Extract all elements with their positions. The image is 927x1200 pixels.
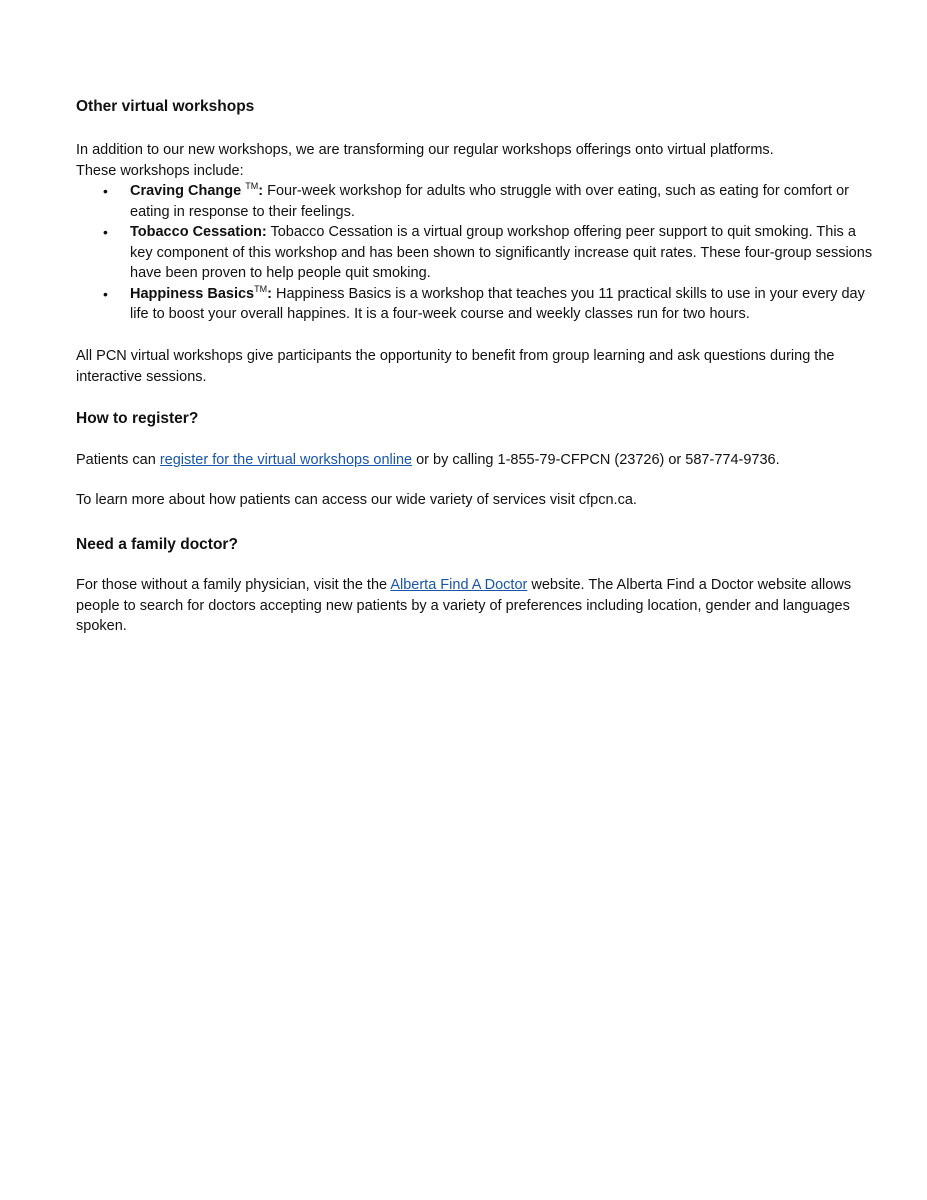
list-item-craving-change	[76, 181, 876, 222]
item-title: Tobacco Cessation:	[130, 224, 267, 240]
register-line	[76, 450, 876, 471]
heading-how-to-register: How to register?	[76, 410, 199, 427]
workshops-intro-line1: In addition to our new workshops, we are transforming our regular workshops offerings onto virtual platforms.	[76, 142, 774, 158]
item-text: Four-week workshop for adults who struggle with over eating, such as eating for comfort or eating in response to their feelings.	[130, 183, 849, 220]
workshops-closing: All PCN virtual workshops give participants the opportunity to benefit from group learning and ask questions during the interactive sessions.	[76, 348, 835, 385]
item-colon: :	[258, 183, 264, 199]
register-prefix: Patients can	[76, 452, 160, 468]
workshops-intro	[76, 140, 876, 181]
register-online-link[interactable]: register for the virtual workshops online	[159, 452, 413, 468]
heading-need-family-doctor: Need a family doctor?	[76, 536, 238, 553]
trademark-mark: TM	[245, 181, 259, 191]
alberta-find-a-doctor-link[interactable]: Alberta Find A Doctor	[390, 577, 528, 593]
list-item-happiness-basics	[76, 284, 876, 325]
item-title: Craving Change	[130, 183, 246, 199]
workshops-intro-line2: These workshops include:	[76, 162, 244, 179]
trademark-mark: TM	[254, 283, 268, 294]
item-text: Tobacco Cessation is a virtual group workshop offering peer support to quit smoking. This a key component of this workshop and has been shown to significantly increase quit rates. These four-group sessions have been proven to help people quit smoking.	[130, 224, 873, 281]
register-suffix: or by calling 1-855-79-CFPCN (23726) or 587-774-9736.	[412, 452, 780, 468]
doctor-paragraph	[76, 575, 876, 637]
bullet-icon: •	[103, 285, 108, 302]
heading-other-virtual-workshops: Other virtual workshops	[76, 98, 255, 115]
item-colon: :	[267, 285, 272, 302]
bullet-icon: •	[103, 224, 108, 240]
workshops-list	[76, 181, 876, 325]
learn-more-line: To learn more about how patients can access our wide variety of services visit cfpcn.ca.	[76, 492, 637, 508]
doctor-prefix: For those without a family physician, visit the the	[76, 577, 391, 593]
bullet-icon: •	[103, 183, 108, 199]
list-item-tobacco-cessation	[76, 222, 876, 284]
doctor-suffix: website. The Alberta Find a Doctor website allows people to search for doctors accepting new patients by a variety of preferences including location, gender and languages spoken.	[76, 577, 852, 634]
item-title: Happiness Basics	[130, 285, 255, 302]
item-text: Happiness Basics is a workshop that teaches you 11 practical skills to use in your every day life to boost your overall happines. It is a four-week course and weekly classes run for two hours.	[130, 285, 865, 322]
